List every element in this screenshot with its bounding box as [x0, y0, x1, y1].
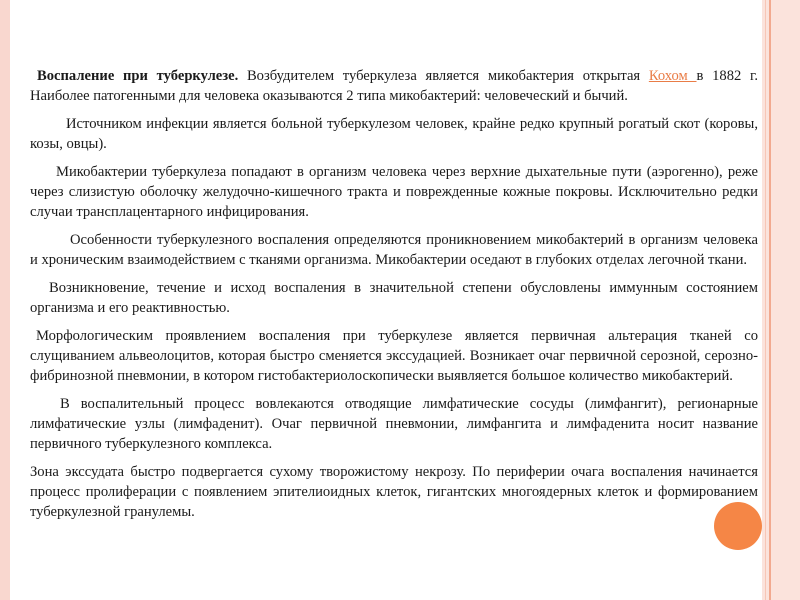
paragraph-infection-source: Источником инфекции является больной туберкулезом человек, крайне редко крупный рогатый скот (коровы, козы, овцы). [30, 116, 758, 152]
right-border-line [769, 0, 771, 600]
right-border-thin-line [765, 0, 766, 600]
right-border [762, 0, 800, 600]
intro-text-b: в 1882 г. Наиболее патогенными для человека оказываются 2 типа микобактерий: человеческий и бычий. [30, 68, 759, 104]
koch-link[interactable]: Кохом [648, 68, 697, 84]
paragraph-features: Особенности туберкулезного воспаления определяются проникновением микобактерий в организм человека и хроническим взаимодействием с тканями организма. Микобактерии оседают в глубоких отделах легочной ткани. [30, 232, 758, 268]
paragraph-entry-routes: Микобактерии туберкулеза попадают в организм человека через верхние дыхательные пути (аэрогенно), реже через слизистую оболочку желудочно-кишечного тракта и поврежденные кожные покровы. Исключительно редки случаи трансплацентарного инфицирования. [30, 164, 758, 220]
paragraph-intro [30, 66, 758, 106]
decorative-circle [714, 502, 762, 550]
paragraph-immunity: Возникновение, течение и исход воспаления в значительной степени обусловлены иммунным состоянием организма и его реактивностью. [30, 280, 758, 316]
slide-title: Воспаление при туберкулезе. [37, 68, 239, 84]
slide-body [30, 66, 758, 530]
intro-text-a: Возбудителем туберкулеза является микобактерия открытая [238, 68, 649, 84]
paragraph-morphology: Морфологическим проявлением воспаления при туберкулезе является первичная альтерация тканей со слущиванием альвеолоцитов, которая быстро сменяется экссудацией. Возникает очаг первичной серозной, серозно-фибринозной пневмонии, в котором гистобактериолоскопически выявляется большое количество микобактерий. [30, 328, 758, 384]
left-border [0, 0, 10, 600]
paragraph-necrosis: Зона экссудата быстро подвергается сухому творожистому некрозу. По периферии очага воспаления начинается процесс пролиферации с появлением эпителиоидных клеток, гигантских многоядерных клеток и формированием туберкулезной гранулемы. [30, 464, 758, 520]
paragraph-lymphatic: В воспалительный процесс вовлекаются отводящие лимфатические сосуды (лимфангит), регионарные лимфатические узлы (лимфаденит). Очаг первичной пневмонии, лимфангита и лимфаденита носит название первичного туберкулезного комплекса. [30, 396, 758, 452]
